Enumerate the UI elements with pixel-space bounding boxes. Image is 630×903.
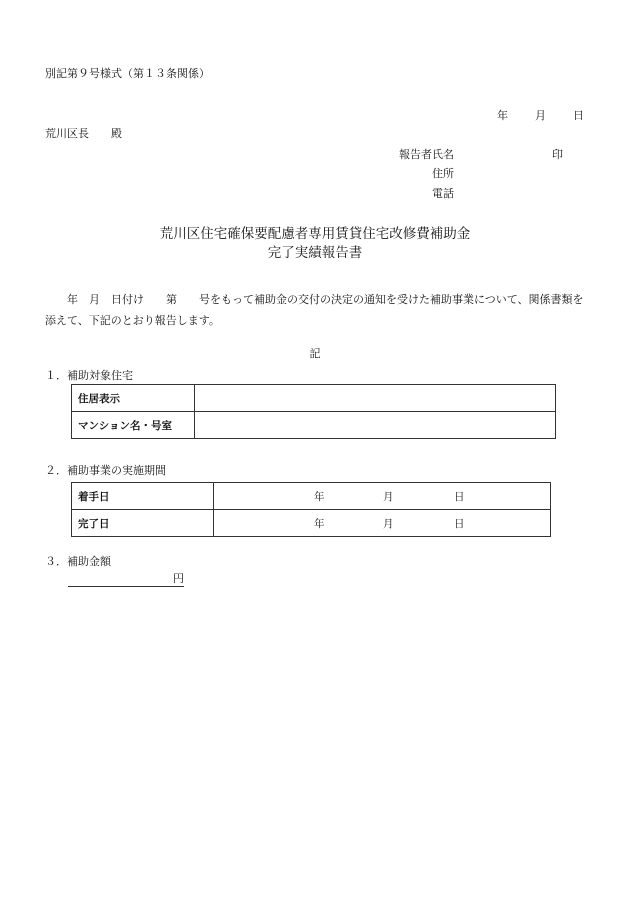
mansion-label: マンション名・号室 [72,412,195,439]
start-day: 日 [454,491,465,503]
end-month: 月 [383,518,394,530]
completion-date-label: 完了日 [72,510,214,537]
amount-unit: 円 [173,572,184,585]
residence-label: 住居表示 [72,385,195,412]
end-year: 年 [314,518,325,530]
end-day: 日 [454,518,465,530]
period-table [71,482,551,537]
amount-field[interactable] [68,573,184,587]
table-row [72,483,551,510]
start-date-label: 着手日 [72,483,214,510]
reporter-address-label: 住所 [432,167,454,180]
mansion-value[interactable] [195,412,556,439]
addressee-name: 荒川区長 [45,127,89,140]
addressee-honorific: 殿 [111,127,122,140]
addressee [45,128,122,139]
date-year: 年 [497,109,508,122]
section2-heading: ２．補助事業の実施期間 [45,464,166,477]
reporter-name-label: 報告者氏名 [399,148,454,161]
section1-heading: １．補助対象住宅 [45,369,133,382]
completion-date-value[interactable] [214,510,551,537]
ki-heading: 記 [309,347,321,360]
body-text: 年 月 日付け 第 号をもって補助金の交付の決定の通知を受けた補助事業について、関係書類を添えて、下記のとおり報告します。 [45,293,584,327]
start-date-value[interactable] [214,483,551,510]
table-row [72,385,556,412]
table-row [72,510,551,537]
start-month: 月 [383,491,394,503]
reporter-phone-label: 電話 [432,187,454,200]
report-date [497,110,584,121]
document-title: 荒川区住宅確保要配慮者専用賃貸住宅改修費補助金 [159,226,471,242]
start-year: 年 [314,491,325,503]
section3-heading: ３．補助金額 [45,555,111,568]
date-day: 日 [573,109,584,122]
document-subtitle: 完了実績報告書 [267,245,363,261]
residence-value[interactable] [195,385,556,412]
housing-table [71,384,556,439]
seal-mark: 印 [552,148,563,161]
table-row [72,412,556,439]
form-code: 別記第９号様式（第１３条関係） [45,67,210,80]
date-month: 月 [535,109,546,122]
